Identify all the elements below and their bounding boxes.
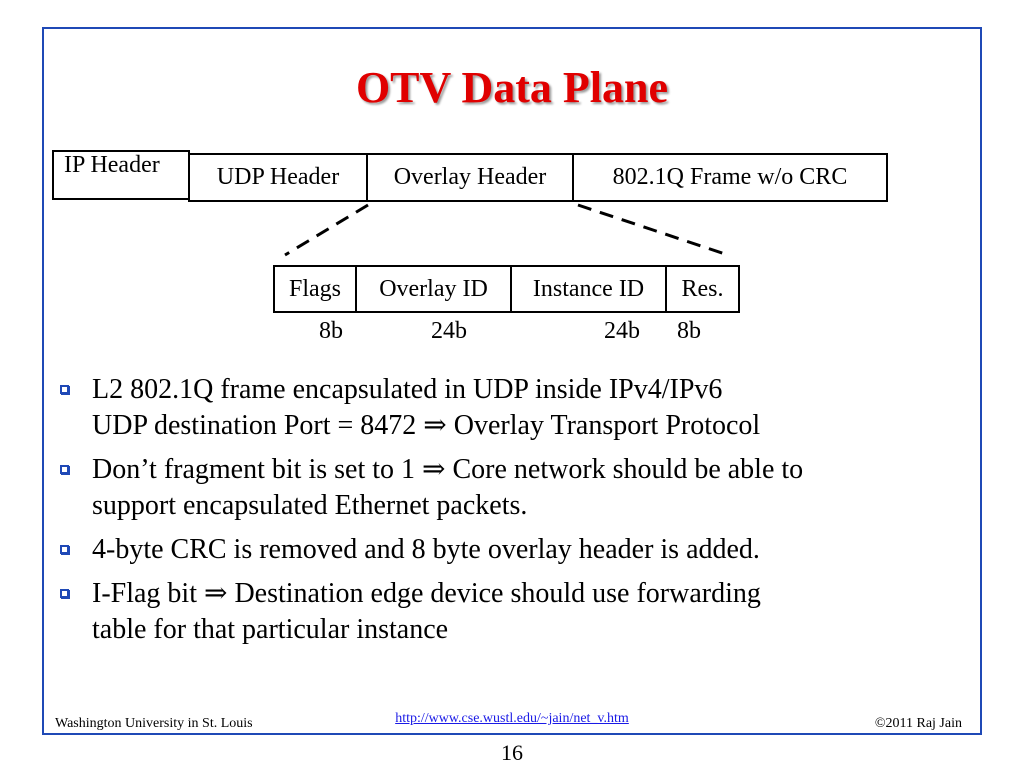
frame-label: 802.1Q Frame w/o CRC	[612, 164, 848, 190]
right-dashed-line	[578, 205, 728, 255]
footer-copyright: ©2011 Raj Jain	[874, 716, 962, 731]
udp-header-label: UDP Header	[216, 164, 340, 190]
square-bullet-icon	[60, 589, 69, 598]
overlay-header-label: Overlay Header	[393, 164, 547, 190]
bullet-list	[58, 372, 978, 656]
square-bullet-icon	[60, 545, 69, 554]
instance-id-field-label: Instance ID	[532, 276, 645, 302]
page-number: 16	[501, 740, 523, 765]
footer-institution: Washington University in St. Louis	[55, 716, 253, 731]
bullet-line: Don’t fragment bit is set to 1 ⇒ Core network should be able to	[92, 454, 804, 485]
bullet-line: 4-byte CRC is removed and 8 byte overlay header is added.	[92, 534, 760, 565]
flags-field-label: Flags	[288, 276, 341, 302]
bullet-line: support encapsulated Ethernet packets.	[92, 490, 528, 521]
overlay-id-field-label: Overlay ID	[379, 276, 488, 302]
footer-link[interactable]: http://www.cse.wustl.edu/~jain/net_v.htm	[395, 711, 629, 726]
bullet-item	[58, 532, 978, 568]
bullet-item	[58, 576, 978, 648]
bullet-line: L2 802.1Q frame encapsulated in UDP inside IPv4/IPv6	[92, 374, 723, 405]
overlay-id-size: 24b	[431, 318, 467, 344]
ip-header-label: IP Header	[64, 152, 160, 178]
instance-id-field-box	[510, 265, 667, 313]
res-field-box	[665, 265, 740, 313]
square-bullet-icon	[60, 385, 69, 394]
res-field-label: Res.	[681, 276, 724, 302]
instance-id-size: 24b	[604, 318, 640, 344]
bullet-item	[58, 452, 978, 524]
square-bullet-icon	[60, 465, 69, 474]
bullet-line: table for that particular instance	[92, 614, 449, 645]
bullet-item	[58, 372, 978, 444]
bullet-line: I-Flag bit ⇒ Destination edge device should use forwarding	[92, 578, 761, 609]
flags-size: 8b	[319, 318, 343, 344]
res-size: 8b	[677, 318, 701, 344]
bullet-line: UDP destination Port = 8472 ⇒ Overlay Transport Protocol	[92, 410, 761, 441]
overlay-id-field-box	[355, 265, 512, 313]
left-dashed-line	[285, 205, 368, 255]
slide-title: OTV Data Plane	[355, 63, 669, 112]
flags-field-box	[273, 265, 357, 313]
